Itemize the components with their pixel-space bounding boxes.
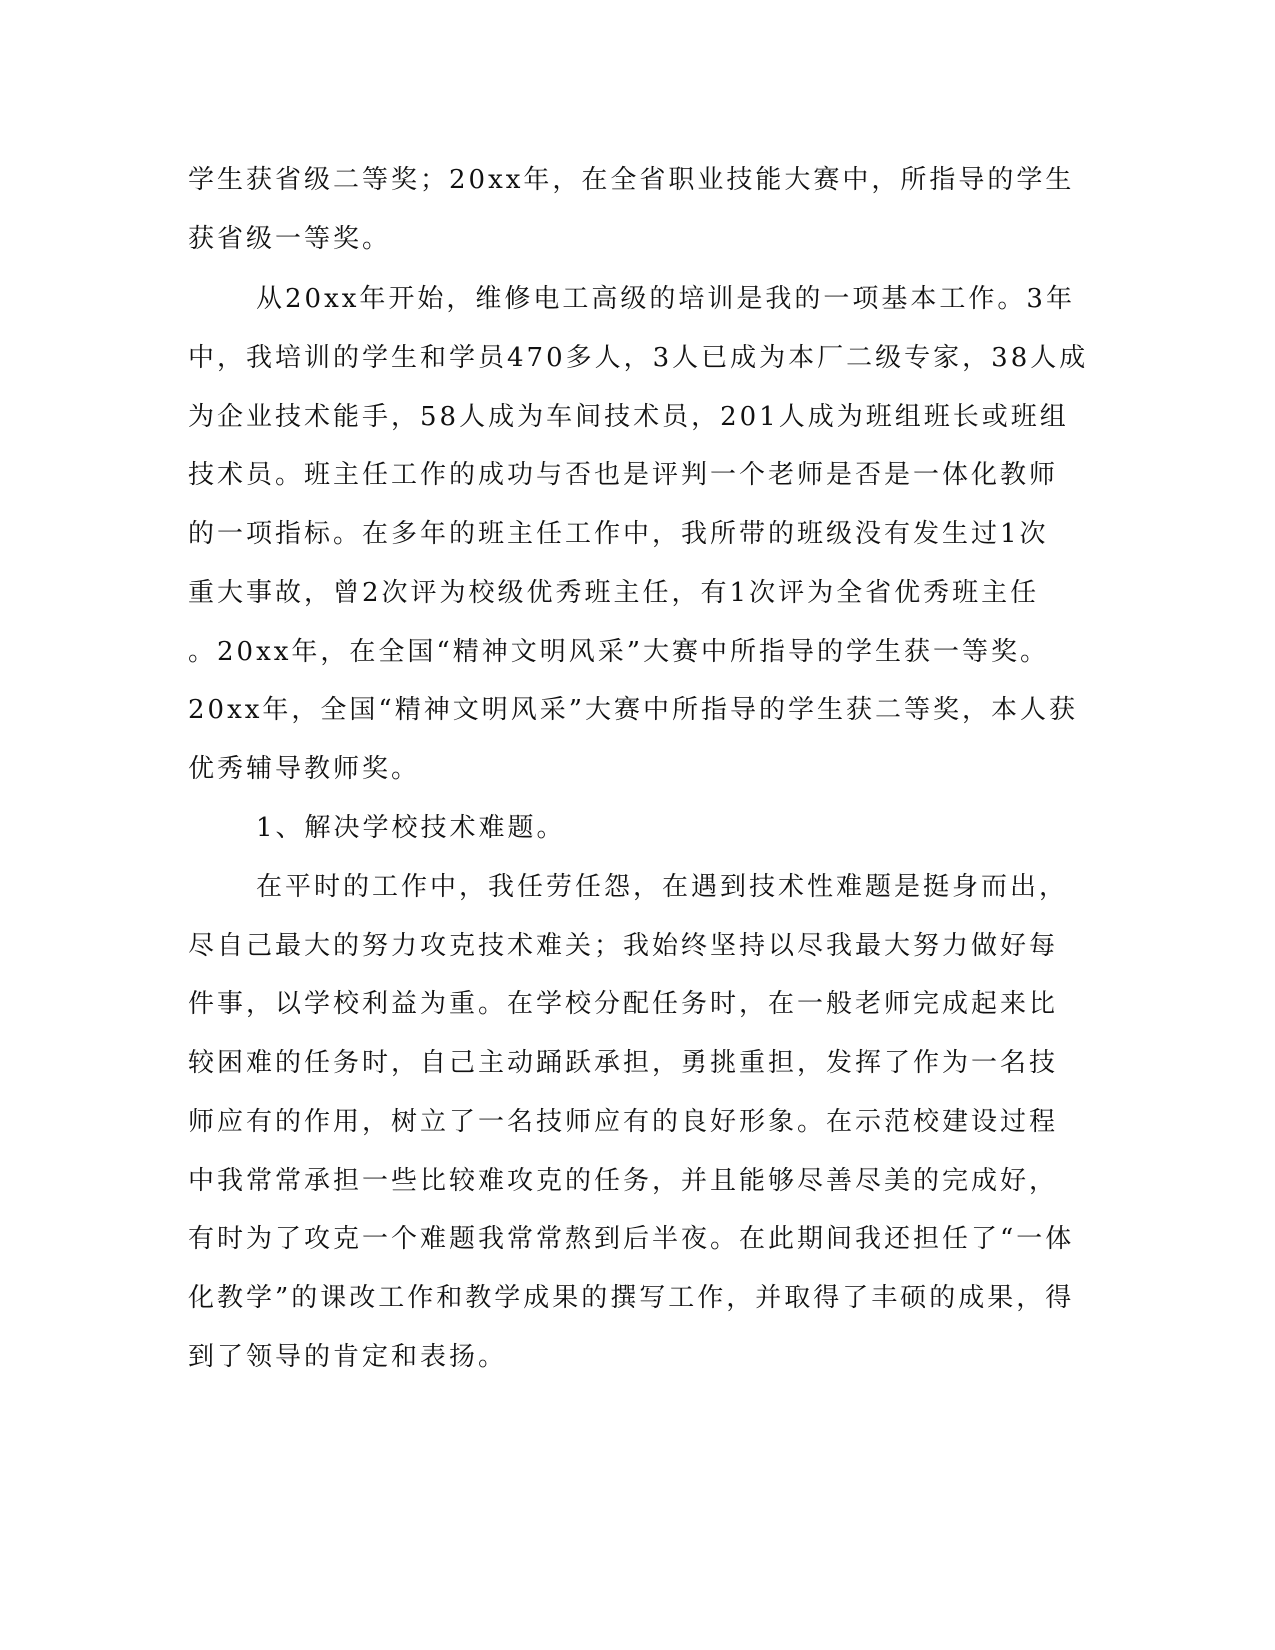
text-line: 中我常常承担一些比较难攻克的任务，并且能够尽善尽美的完成好， [188,1166,1059,1196]
text-line: 较困难的任务时，自己主动踊跃承担，勇挑重担，发挥了作为一名技 [188,1048,1059,1078]
text-line: 化教学”的课改工作和教学成果的撰写工作，并取得了丰硕的成果，得 [188,1283,1075,1313]
section-heading: 1、解决学校技术难题。 [256,813,566,843]
text-line: 从20xx年开始，维修电工高级的培训是我的一项基本工作。3年 [256,284,1075,314]
text-line: 为企业技术能手，58人成为车间技术员，201人成为班组班长或班组 [188,402,1069,432]
text-line: 的一项指标。在多年的班主任工作中，我所带的班级没有发生过1次 [188,519,1049,549]
text-line: 件事，以学校利益为重。在学校分配任务时，在一般老师完成起来比 [188,989,1059,1019]
text-line: 在平时的工作中，我任劳任怨，在遇到技术性难题是挺身而出， [256,872,1069,902]
text-line: 中，我培训的学生和学员470多人，3人已成为本厂二级专家，38人成 [188,343,1089,373]
text-line: 到了领导的肯定和表扬。 [188,1342,508,1372]
text-line: 获省级一等奖。 [188,224,392,254]
text-line: 尽自己最大的努力攻克技术难关；我始终坚持以尽我最大努力做好每 [188,931,1059,961]
text-line: 技术员。班主任工作的成功与否也是评判一个老师是否是一体化教师 [188,460,1059,490]
text-line: 有时为了攻克一个难题我常常熬到后半夜。在此期间我还担任了“一体 [188,1224,1075,1254]
text-line: 重大事故，曾2次评为校级优秀班主任，有1次评为全省优秀班主任 [188,578,1040,608]
text-line: 师应有的作用，树立了一名技师应有的良好形象。在示范校建设过程 [188,1107,1059,1137]
text-line: 。20xx年，在全国“精神文明风采”大赛中所指导的学生获一等奖。 [188,637,1049,667]
text-line: 优秀辅导教师奖。 [188,754,421,784]
text-line: 学生获省级二等奖；20xx年，在全省职业技能大赛中，所指导的学生 [188,165,1075,195]
text-line: 20xx年，全国“精神文明风采”大赛中所指导的学生获二等奖，本人获 [188,695,1078,725]
